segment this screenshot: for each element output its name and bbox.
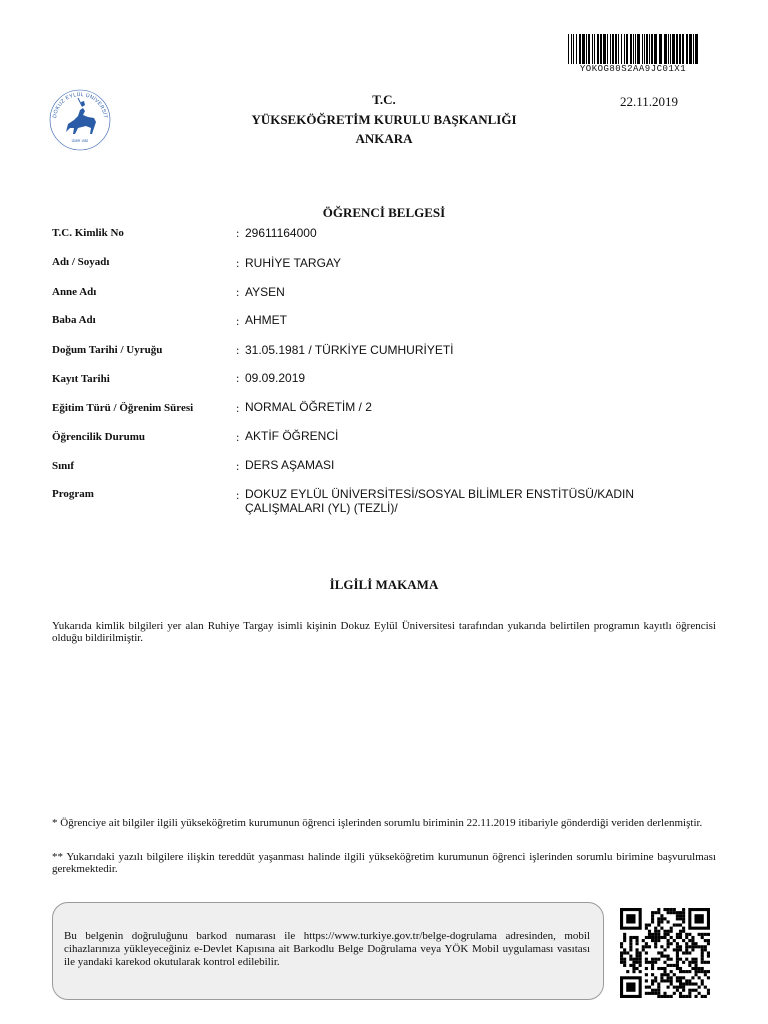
field-label-status: Öğrencilik Durumu — [52, 431, 146, 443]
field-value-name: RUHİYE TARGAY — [245, 256, 342, 270]
document-date: 22.11.2019 — [620, 94, 679, 109]
field-value-registration: 09.09.2019 — [245, 371, 306, 385]
barcode-image — [568, 34, 698, 64]
field-colon: : — [236, 285, 240, 299]
field-label-father: Baba Adı — [52, 314, 96, 326]
header-line-yok: YÜKSEKÖĞRETİM KURULU BAŞKANLIĞI — [251, 112, 517, 127]
footnote-2: ** Yukarıdaki yazılı bilgilere ilişkin tereddüt yaşanması halinde ilgili yükseköğretim kurumunun öğrenci işlerinden sorumlu birimine başvurulması gerekmektedir. — [52, 851, 716, 875]
salutation: İLGİLİ MAKAMA — [329, 577, 439, 592]
field-colon: : — [236, 226, 240, 240]
body-paragraph: Yukarıda kimlik bilgileri yer alan Ruhiye Targay isimli kişinin Dokuz Eylül Üniversitesi tarafından yukarıda belirtilen programın kayıtlı öğrencisi olduğu bildirilmiştir. — [52, 620, 716, 644]
field-value-education: NORMAL ÖĞRETİM / 2 — [245, 400, 372, 414]
verification-text: Bu belgenin doğruluğunu barkod numarası ile https://www.turkiye.gov.tr/belge-dogrulama adresinden, mobil cihazlarınıza yükleyeceğiniz e-Devlet Kapısına ait Barkodlu Belge Doğrulama veya YÖK Mobil uygulaması vasıtası ile yandaki karekod okutularak kontrol edilebilir. — [64, 930, 590, 968]
header-line-city: ANKARA — [355, 131, 413, 146]
logo-year: İZMİR 1982 — [71, 139, 89, 143]
field-colon: : — [236, 343, 240, 357]
svg-text:DOKUZ EYLÜL ÜNİVERSİTESİ — [48, 88, 108, 119]
field-label-birth: Doğum Tarihi / Uyruğu — [52, 344, 163, 356]
field-label-registration: Kayıt Tarihi — [52, 373, 110, 385]
field-value-status: AKTİF ÖĞRENCİ — [245, 429, 339, 443]
qr-code-image — [620, 908, 710, 998]
field-label-education: Eğitim Türü / Öğrenim Süresi — [52, 402, 194, 414]
field-colon: : — [236, 401, 240, 415]
university-logo-icon — [48, 88, 112, 152]
document-title: ÖĞRENCİ BELGESİ — [322, 205, 446, 220]
logo-name: DOKUZ EYLÜL ÜNİVERSİT — [52, 91, 108, 119]
field-value-mother: AYSEN — [245, 285, 285, 299]
field-label-mother: Anne Adı — [52, 286, 97, 298]
field-value-tc-no: 29611164000 — [245, 226, 317, 240]
field-label-class: Sınıf — [52, 460, 75, 472]
field-label-program: Program — [52, 488, 94, 500]
field-colon: : — [236, 256, 240, 270]
field-label-tc-no: T.C. Kimlik No — [52, 227, 124, 239]
footnote-1: * Öğrenciye ait bilgiler ilgili yükseköğretim kurumunun öğrenci işlerinden sorumlu biriminin 22.11.2019 itibariyle gönderdiği veriden derlenmiştir. — [52, 817, 703, 829]
header-line-tc: T.C. — [372, 92, 396, 107]
field-value-program: DOKUZ EYLÜL ÜNİVERSİTESİ/SOSYAL BİLİMLER ENSTİTÜSÜ/KADIN ÇALIŞMALARI (YL) (TEZLİ)/ — [245, 487, 634, 515]
field-colon: : — [236, 371, 240, 385]
field-colon: : — [236, 314, 240, 328]
field-colon: : — [236, 488, 240, 502]
barcode-number: YOKOG80S2AA9JC01X1 — [579, 64, 687, 74]
field-value-birth: 31.05.1981 / TÜRKİYE CUMHURİYETİ — [245, 343, 454, 357]
field-label-name: Adı / Soyadı — [52, 256, 110, 268]
field-colon: : — [236, 459, 240, 473]
field-value-father: AHMET — [245, 313, 287, 327]
field-colon: : — [236, 430, 240, 444]
field-value-class: DERS AŞAMASI — [245, 458, 335, 472]
